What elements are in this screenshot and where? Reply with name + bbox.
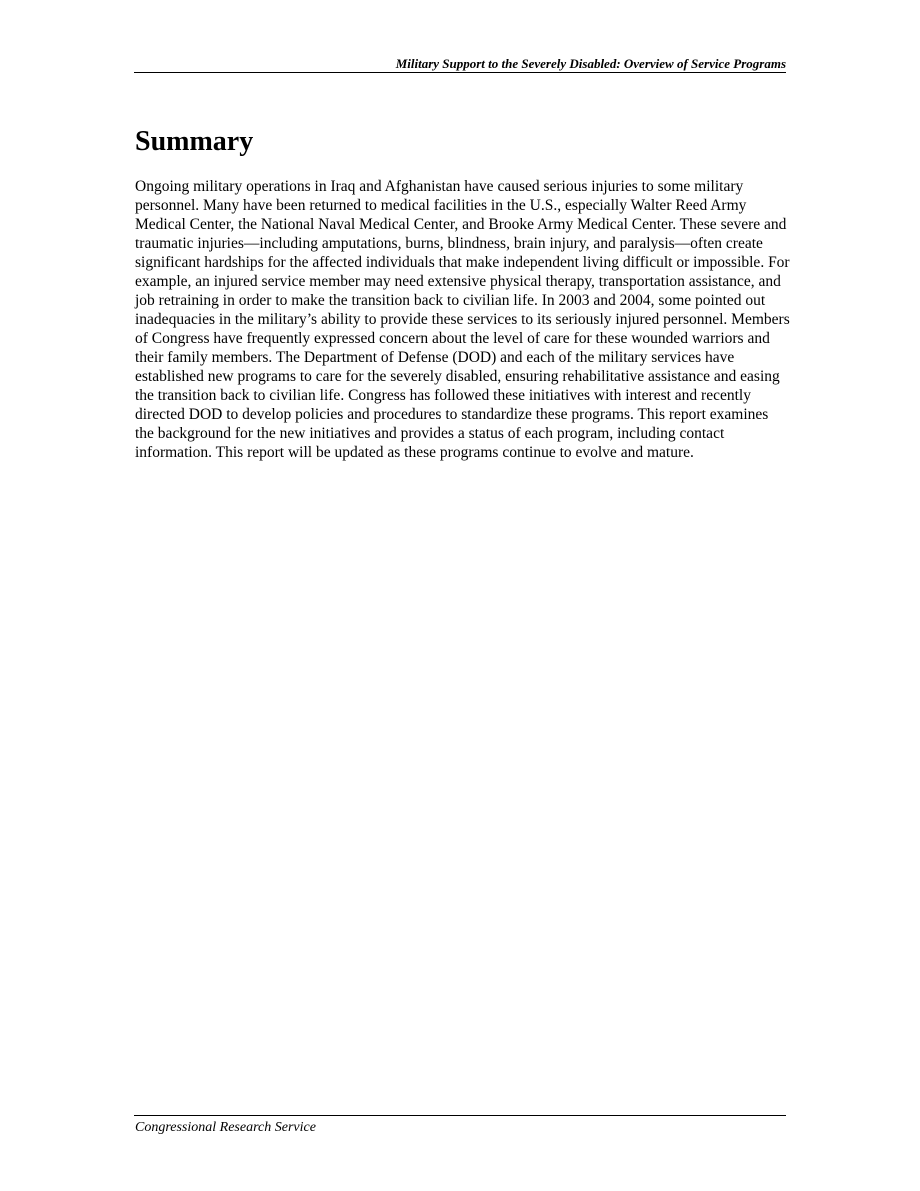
header-rule (134, 72, 786, 73)
section-title: Summary (135, 126, 254, 157)
running-footer: Congressional Research Service (135, 1120, 316, 1135)
summary-paragraph: Ongoing military operations in Iraq and Afghanistan have caused serious injuries to some military personnel. Many have been returned to medical facilities in the U.S., especially Walter Reed Army Medical Center, the National Naval Medical Center, and Brooke Army Medical Center. These severe and traumatic injuries—including amputations, burns, blindness, brain injury, and paralysis—often create significant hardships for the affected individuals that make independent living difficult or impossible. For example, an injured service member may need extensive physical therapy, transportation assistance, and job retraining in order to make the transition back to civilian life. In 2003 and 2004, some pointed out inadequacies in the military’s ability to provide these services to its seriously injured personnel. Members of Congress have frequently expressed concern about the level of care for these wounded warriors and their family members. The Department of Defense (DOD) and each of the military services have established new programs to care for the severely disabled, ensuring rehabilitative assistance and easing the transition back to civilian life. Congress has followed these initiatives with interest and recently directed DOD to develop policies and procedures to standardize these programs. This report examines the background for the new initiatives and provides a status of each program, including contact information. This report will be updated as these programs continue to evolve and mature. (135, 178, 790, 461)
footer-rule (134, 1115, 786, 1116)
running-header: Military Support to the Severely Disabled: Overview of Service Programs (395, 56, 786, 71)
